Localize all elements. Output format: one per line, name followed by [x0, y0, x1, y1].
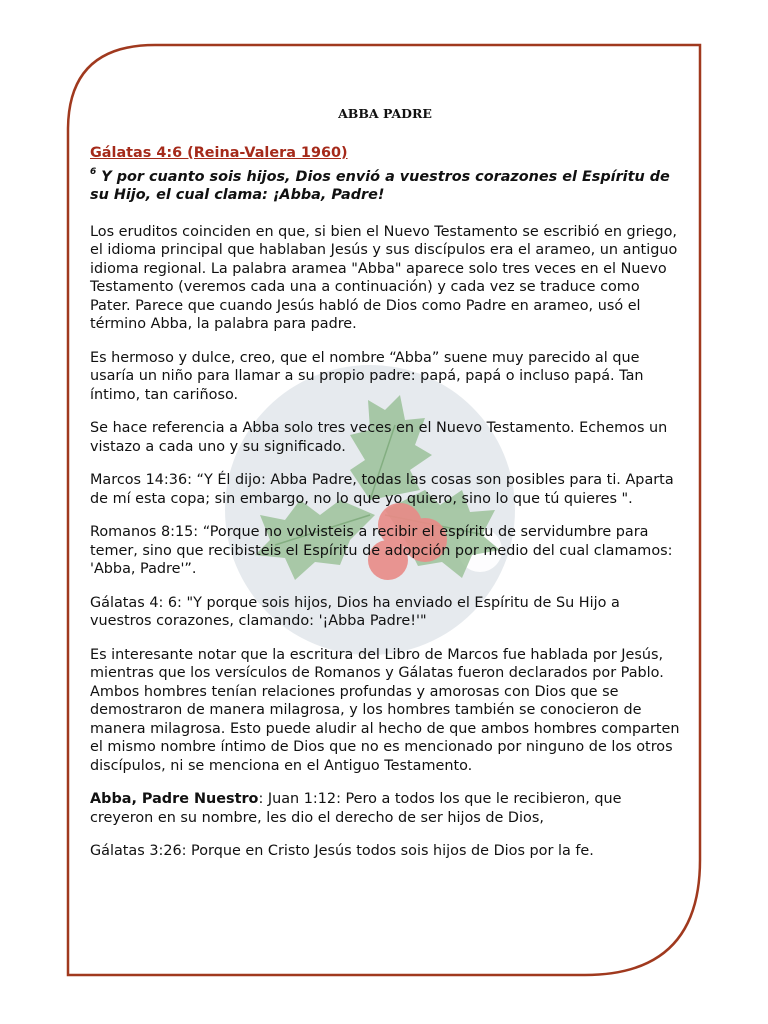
paragraph-galatas: Gálatas 4: 6: "Y porque sois hijos, Dios ha enviado el Espíritu de Su Hijo a vuestros corazones, clamando: '¡Abba Padre!'": [90, 594, 620, 630]
paragraph-interesting: Es interesante notar que la escritura del Libro de Marcos fue hablada por Jesús, mientras que los versículos de Romanos y Gálatas fueron declarados por Pablo. Ambos hombres tenían relaciones profundas y amorosas con Dios que se demostraron de manera milagrosa, y los hombres también se conocieron de manera milagrosa. Esto puede aludir al hecho de que ambos hombres comparten el mismo nombre íntimo de Dios que no es mencionado por ninguno de los otros discípulos, ni se menciona en el Antiguo Testamento.: [90, 646, 680, 774]
paragraph-galatas-326: Gálatas 3:26: Porque en Cristo Jesús todos sois hijos de Dios por la fe.: [90, 843, 594, 860]
paragraph-marcos: Marcos 14:36: “Y Él dijo: Abba Padre, todas las cosas son posibles para ti. Aparta de mí esta copa; sin embargo, no lo que yo quiero, sino lo que tú quieres ".: [90, 472, 674, 507]
paragraph-romanos: Romanos 8:15: “Porque no volvisteis a recibir el espíritu de servidumbre para temer, sino que recibisteis el Espíritu de adopción por medio del cual clamamos: 'Abba, Padre'”.: [90, 524, 673, 578]
paragraph-abba-sound: Es hermoso y dulce, creo, que el nombre “Abba” suene muy parecido al que usaría un niño para llamar a su propio padre: papá, papá o incluso papá. Tan íntimo, tan cariñoso.: [90, 349, 644, 403]
abba-juan-text: : Juan 1:12: Pero a todos los que le recibieron, que creyeron en su nombre, les dio el derecho de ser hijos de Dios,: [90, 791, 622, 826]
verse-number: 6: [90, 167, 97, 177]
paragraph-references: Se hace referencia a Abba solo tres veces en el Nuevo Testamento. Echemos un vistazo a cada uno y su significado.: [90, 420, 668, 455]
verse-text: Y por cuanto sois hijos, Dios envió a vuestros corazones el Espíritu de su Hijo, el cual clama: ¡Abba, Padre!: [90, 168, 670, 204]
paragraph-intro: Los eruditos coinciden en que, si bien el Nuevo Testamento se escribió en griego, el idioma principal que hablaban Jesús y sus discípulos era el arameo, un antiguo idioma regional. La palabra aramea "Abba" aparece solo tres veces en el Nuevo Testamento (veremos cada una a continuación) y cada vez se traduce como Pater. Parece que cuando Jesús habló de Dios como Padre en arameo, usó el término Abba, la palabra para padre.: [90, 223, 678, 333]
paragraph-abba-padre-nuestro: [90, 790, 680, 827]
abba-bold-label: Abba, Padre Nuestro: [90, 791, 259, 808]
page-title: ABBA PADRE: [338, 106, 432, 121]
key-verse: [90, 164, 680, 205]
document-body: [90, 105, 680, 876]
bible-reference-link[interactable]: Gálatas 4:6 (Reina-Valera 1960): [90, 144, 348, 161]
